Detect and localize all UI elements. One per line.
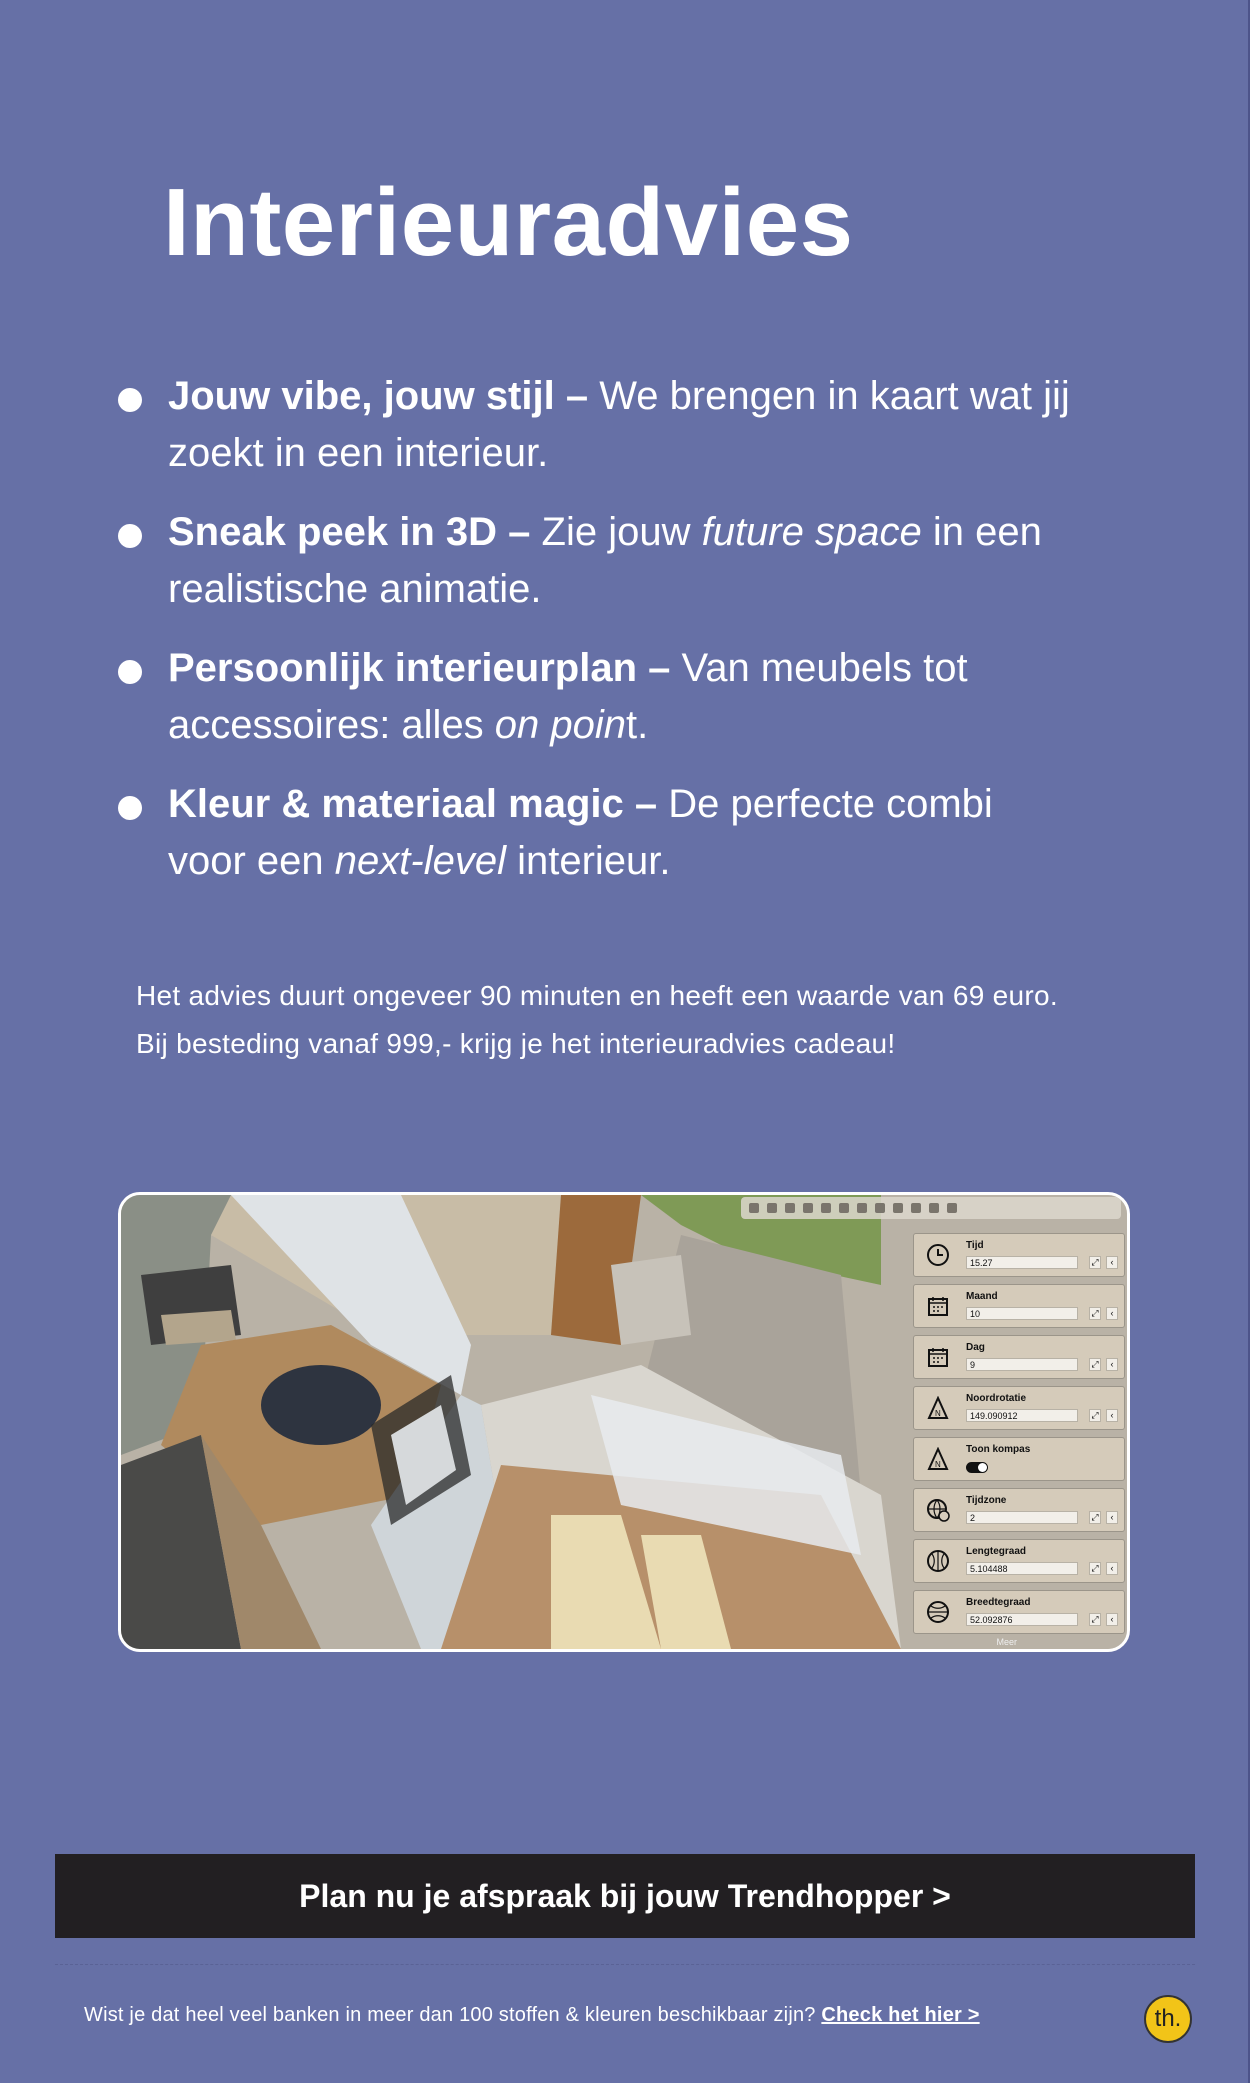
chevron-left-icon[interactable]: ‹ (1106, 1409, 1118, 1422)
check-here-link[interactable]: Check het hier > (821, 2004, 980, 2026)
chevron-left-icon[interactable]: ‹ (1106, 1256, 1118, 1269)
panel-row-field[interactable]: 52.092876 (966, 1613, 1078, 1626)
expand-icon[interactable]: ⤢ (1089, 1256, 1101, 1269)
panel-row-maand (913, 1284, 1125, 1328)
toolbar-tool-icon[interactable] (911, 1203, 921, 1213)
panel-row-label: Lengtegraad (966, 1546, 1027, 1557)
north-icon (926, 1447, 950, 1471)
footer-message: Wist je dat heel veel banken in meer dan 100 stoffen & kleuren beschikbaar zijn? (84, 2004, 822, 2026)
toolbar-tool-icon[interactable] (821, 1203, 831, 1213)
svg-text:N: N (935, 1460, 941, 1469)
feature-text: De perfecte combi voor een (168, 782, 993, 883)
panel-row-label: Dag (966, 1342, 985, 1353)
svg-text:N: N (935, 1409, 941, 1418)
sun-settings-panel (913, 1233, 1125, 1634)
feature-text-end: t. (626, 703, 649, 747)
panel-row-toon-kompas (913, 1437, 1125, 1481)
toolbar-tool-icon[interactable] (749, 1203, 759, 1213)
globe-icon (926, 1549, 950, 1573)
feature-heading: Jouw vibe, jouw stijl – (168, 374, 589, 418)
chevron-left-icon[interactable]: ‹ (1106, 1562, 1118, 1575)
bullet-icon (118, 660, 142, 684)
feature-italic: next-level (334, 839, 506, 883)
bullet-icon (118, 388, 142, 412)
toolbar-tool-icon[interactable] (839, 1203, 849, 1213)
feature-list (118, 368, 1078, 912)
panel-row-tijd (913, 1233, 1125, 1277)
feature-italic: future space (701, 510, 922, 554)
toolbar-tool-icon[interactable] (785, 1203, 795, 1213)
expand-icon[interactable]: ⤢ (1089, 1613, 1101, 1626)
calendar-icon (926, 1294, 950, 1318)
panel-more-link[interactable]: Meer (996, 1637, 1017, 1647)
panel-row-label: Breedtegraad (966, 1597, 1031, 1608)
globe-icon (926, 1600, 950, 1624)
render-toolbar (741, 1197, 1121, 1219)
toolbar-tool-icon[interactable] (929, 1203, 939, 1213)
panel-row-noordrotatie (913, 1386, 1125, 1430)
panel-row-breedtegraad (913, 1590, 1125, 1634)
panel-row-tijdzone (913, 1488, 1125, 1532)
chevron-left-icon[interactable]: ‹ (1106, 1613, 1118, 1626)
toolbar-tool-icon[interactable] (857, 1203, 867, 1213)
globe-clock-icon (926, 1498, 950, 1522)
page-title: Interieuradvies (163, 169, 854, 276)
plan-appointment-button[interactable]: Plan nu je afspraak bij jouw Trendhopper > (55, 1854, 1195, 1938)
expand-icon[interactable]: ⤢ (1089, 1409, 1101, 1422)
calendar-icon (926, 1345, 950, 1369)
clock-icon (926, 1243, 950, 1267)
north-icon (926, 1396, 950, 1420)
panel-row-label: Maand (966, 1291, 998, 1302)
feature-text: Van meubels tot accessoires: alles (168, 646, 968, 747)
feature-item (118, 368, 1078, 482)
expand-icon[interactable]: ⤢ (1089, 1358, 1101, 1371)
advice-note: Het advies duurt ongeveer 90 minuten en heeft een waarde van 69 euro. Bij besteding vanaf 999,- krijg je het interieuradvies cadeau! (136, 980, 1058, 1059)
chevron-left-icon[interactable]: ‹ (1106, 1358, 1118, 1371)
feature-item (118, 776, 1078, 890)
panel-row-field[interactable]: 5.104488 (966, 1562, 1078, 1575)
panel-row-label: Tijd (966, 1240, 984, 1251)
expand-icon[interactable]: ⤢ (1089, 1562, 1101, 1575)
3d-render-image (118, 1192, 1130, 1652)
panel-row-label: Tijdzone (966, 1495, 1007, 1506)
panel-row-field[interactable]: 149.090912 (966, 1409, 1078, 1422)
panel-row-field[interactable]: 2 (966, 1511, 1078, 1524)
panel-row-dag (913, 1335, 1125, 1379)
feature-heading: Kleur & materiaal magic – (168, 782, 658, 826)
toolbar-tool-icon[interactable] (947, 1203, 957, 1213)
toolbar-tool-icon[interactable] (803, 1203, 813, 1213)
feature-italic: on poin (494, 703, 627, 747)
feature-text: We brengen in kaart wat jij zoekt in een interieur. (168, 374, 1070, 475)
expand-icon[interactable]: ⤢ (1089, 1307, 1101, 1320)
feature-heading: Sneak peek in 3D – (168, 510, 531, 554)
panel-row-lengtegraad (913, 1539, 1125, 1583)
footer-text (84, 2004, 980, 2027)
feature-item (118, 504, 1078, 618)
feature-text-end: interieur. (505, 839, 671, 883)
panel-row-label: Toon kompas (966, 1444, 1031, 1455)
bullet-icon (118, 524, 142, 548)
chevron-left-icon[interactable]: ‹ (1106, 1511, 1118, 1524)
expand-icon[interactable]: ⤢ (1089, 1511, 1101, 1524)
toolbar-tool-icon[interactable] (893, 1203, 903, 1213)
panel-row-field[interactable]: 15.27 (966, 1256, 1078, 1269)
bullet-icon (118, 796, 142, 820)
compass-toggle[interactable] (966, 1462, 988, 1473)
panel-row-label: Noordrotatie (966, 1393, 1026, 1404)
feature-item (118, 640, 1078, 754)
toolbar-tool-icon[interactable] (875, 1203, 885, 1213)
feature-text-end: in een realistische animatie. (168, 510, 1042, 611)
footer-divider (55, 1964, 1195, 1965)
feature-heading: Persoonlijk interieurplan – (168, 646, 671, 690)
feature-text: Zie jouw (530, 510, 702, 554)
trendhopper-logo[interactable]: th. (1144, 1995, 1192, 2043)
chevron-left-icon[interactable]: ‹ (1106, 1307, 1118, 1320)
toolbar-tool-icon[interactable] (767, 1203, 777, 1213)
panel-row-field[interactable]: 10 (966, 1307, 1078, 1320)
panel-row-field[interactable]: 9 (966, 1358, 1078, 1371)
